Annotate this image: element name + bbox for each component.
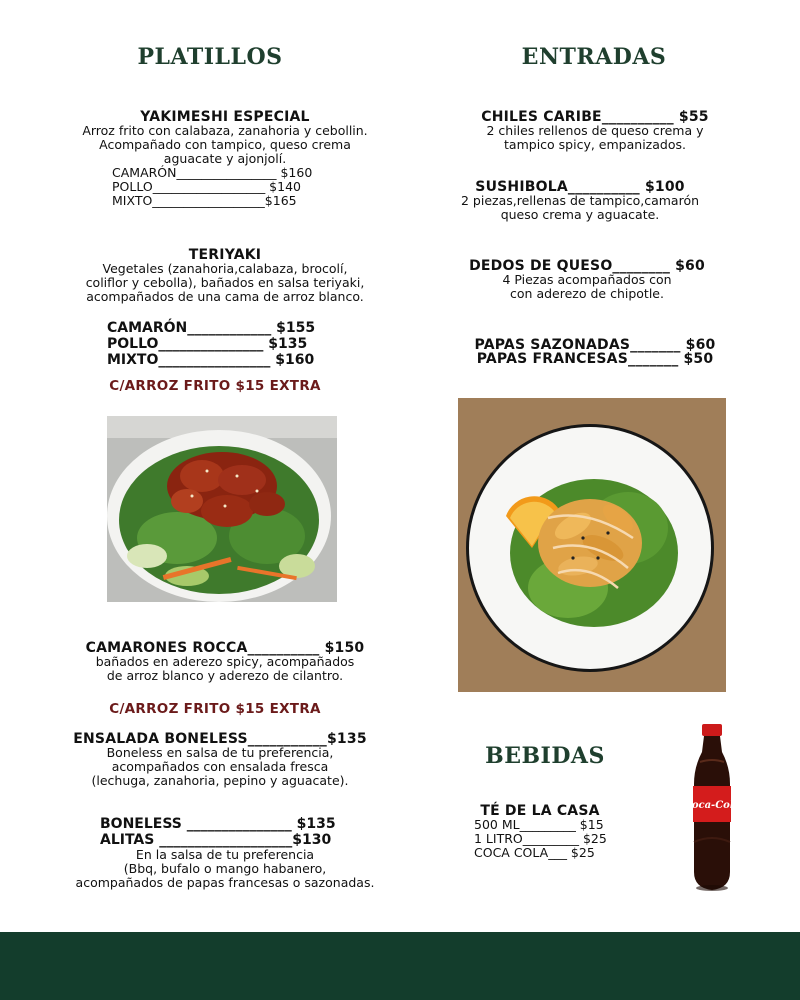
yakimeshi-price-mixto: MIXTO__________________$165	[112, 193, 297, 208]
chiles-caribe-desc-1: 2 chiles rellenos de queso crema y	[486, 123, 704, 138]
boneless-desc-3: acompañados de papas francesas o sazonadas.	[75, 875, 375, 890]
yakimeshi-title: YAKIMESHI ESPECIAL	[140, 109, 310, 125]
teriyaki-item	[45, 248, 405, 368]
ensalada-boneless-title: ENSALADA BONELESS___________$135	[73, 731, 367, 747]
papas-item	[415, 338, 775, 366]
boneless-price: BONELESS _______________ $135	[100, 816, 336, 832]
ensalada-desc-1: Boneless en salsa de tu preferencia,	[106, 745, 334, 760]
camarones-rocca-desc-1: bañados en aderezo spicy, acompañados	[95, 654, 355, 669]
alitas-price: ALITAS ___________________$130	[100, 832, 332, 848]
teriyaki-desc-3: acompañados de una cama de arroz blanco.	[86, 289, 364, 304]
te-1litro-price: 1 LITRO_________ $25	[474, 831, 607, 846]
teriyaki-price-mixto: MIXTO________________ $160	[107, 352, 315, 368]
teriyaki-desc-2: coliflor y cebolla), bañados en salsa teriyaki,	[85, 275, 365, 290]
yakimeshi-item	[45, 110, 405, 208]
food-plate-image	[107, 416, 337, 602]
teriyaki-title: TERIYAKI	[188, 247, 262, 263]
extra-arroz-frito-1: C/ARROZ FRITO $15 EXTRA	[109, 378, 321, 394]
camarones-rocca-item	[35, 641, 415, 683]
coca-cola-bottle-image	[682, 722, 742, 894]
bebidas-heading: BEBIDAS	[485, 743, 605, 769]
yakimeshi-desc-3: aguacate y ajonjolí.	[163, 151, 287, 166]
ensalada-desc-2: acompañados con ensalada fresca	[111, 759, 329, 774]
boneless-desc-1: En la salsa de tu preferencia	[135, 847, 315, 862]
coca-cola-price: COCA COLA___ $25	[474, 845, 595, 860]
dedos-queso-desc-1: 4 Piezas acompañados con	[502, 272, 672, 287]
yakimeshi-price-pollo: POLLO__________________ $140	[112, 179, 301, 194]
bebidas-item	[440, 804, 640, 860]
yakimeshi-price-camaron: CAMARÓN________________ $160	[112, 165, 313, 180]
teriyaki-price-pollo: POLLO_______________ $135	[107, 336, 308, 352]
sushibola-item	[400, 180, 760, 222]
footer-band	[0, 932, 800, 1000]
te-500ml-price: 500 ML_________ $15	[474, 817, 604, 832]
entradas-plate-photo	[458, 398, 726, 692]
teriyaki-price-camaron: CAMARÓN____________ $155	[107, 320, 316, 336]
chiles-caribe-desc-2: tampico spicy, empanizados.	[504, 137, 686, 152]
entradas-heading: ENTRADAS	[521, 44, 667, 70]
yakimeshi-desc-2: Acompañado con tampico, queso crema	[99, 137, 351, 152]
chiles-caribe-item	[415, 110, 775, 152]
chiles-caribe-title: CHILES CARIBE__________ $55	[481, 109, 709, 125]
camarones-rocca-title: CAMARONES ROCCA__________ $150	[85, 640, 365, 656]
boneless-alitas-item	[25, 816, 425, 890]
sushibola-desc-2: queso crema y aguacate.	[500, 207, 660, 222]
ensalada-boneless-item	[30, 732, 410, 788]
dedos-queso-title: DEDOS DE QUESO________ $60	[469, 258, 705, 274]
te-de-la-casa-title: TÉ DE LA CASA	[480, 803, 600, 819]
sushibola-desc-1: 2 piezas,rellenas de tampico,camarón	[460, 193, 700, 208]
dedos-queso-item	[407, 259, 767, 301]
dedos-queso-desc-2: con aderezo de chipotle.	[510, 286, 664, 301]
ensalada-desc-3: (lechuga, zanahoria, pepino y aguacate).	[91, 773, 349, 788]
boneless-desc-2: (Bbq, bufalo o mango habanero,	[123, 861, 327, 876]
platillos-heading: PLATILLOS	[137, 44, 283, 70]
papas-francesas-price: PAPAS FRANCESAS_______ $50	[476, 351, 714, 367]
food-plate-image	[458, 398, 726, 692]
extra-arroz-frito-2: C/ARROZ FRITO $15 EXTRA	[109, 701, 321, 717]
teriyaki-shrimp-photo	[107, 416, 337, 602]
camarones-rocca-desc-2: de arroz blanco y aderezo de cilantro.	[106, 668, 344, 683]
teriyaki-desc-1: Vegetales (zanahoria,calabaza, brocolí,	[102, 261, 348, 276]
yakimeshi-desc-1: Arroz frito con calabaza, zanahoria y cebollin.	[82, 123, 368, 138]
sushibola-title: SUSHIBOLA__________ $100	[475, 179, 685, 195]
coca-cola-logo: Coca-Cola	[683, 800, 741, 811]
papas-sazonadas-price: PAPAS SAZONADAS_______ $60	[474, 337, 716, 353]
